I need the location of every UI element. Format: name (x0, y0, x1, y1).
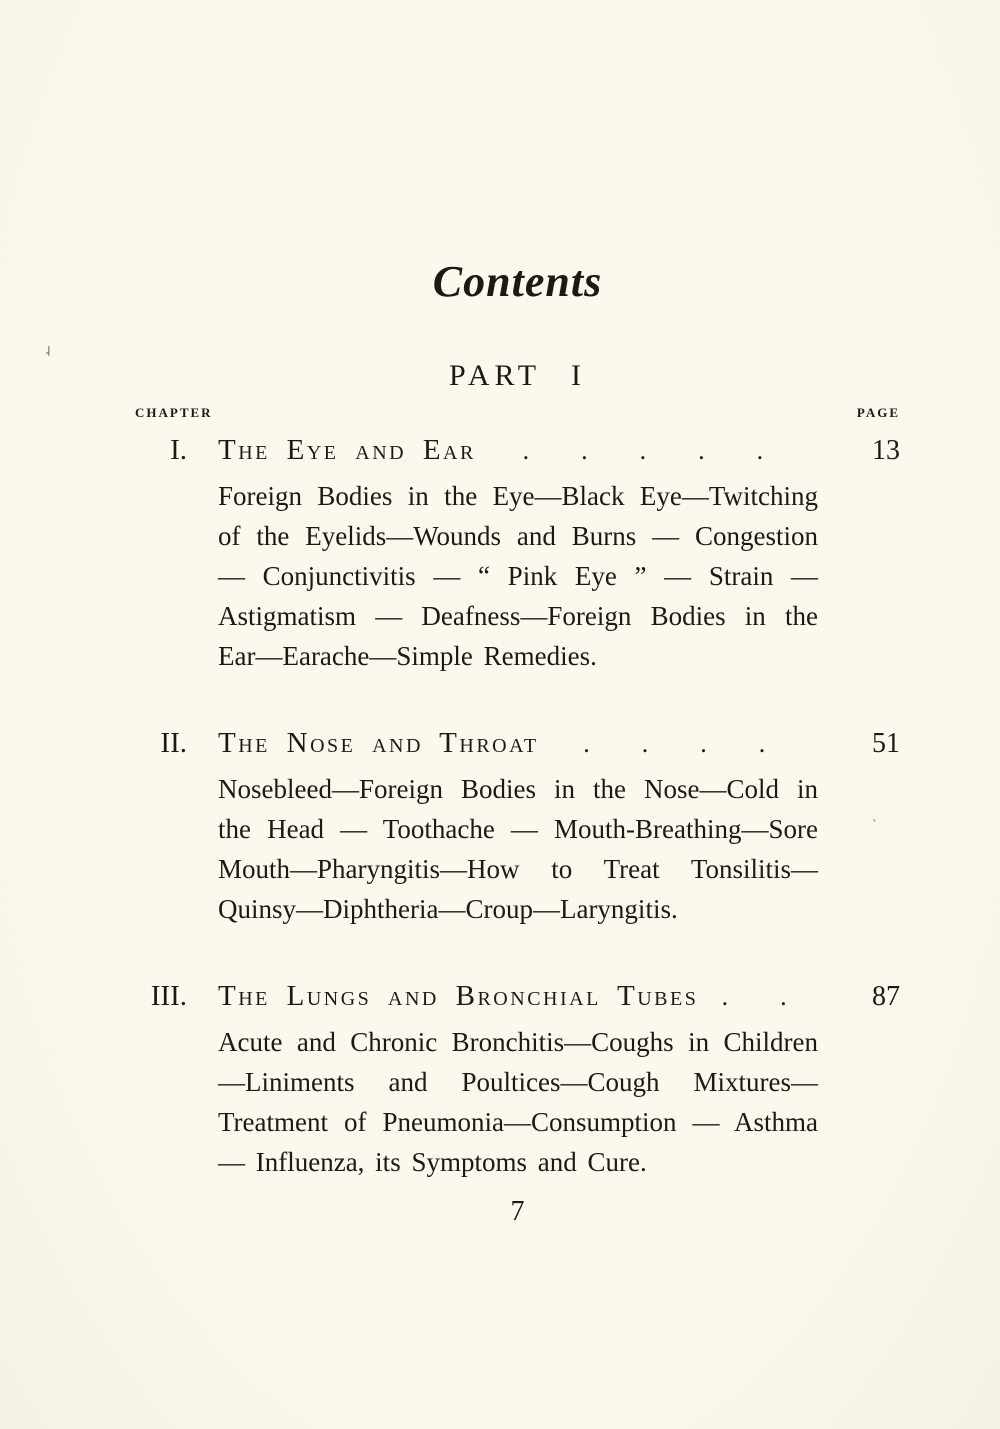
chapter-title: The Lungs and Bronchial Tubes (218, 980, 699, 1012)
chapter-column-label: CHAPTER (135, 405, 213, 420)
dot-leader: ..... (522, 436, 816, 465)
page-column-label: PAGE (856, 405, 900, 420)
chapter-numeral: I. (170, 434, 187, 466)
contents-entry (135, 427, 900, 676)
contents-list (135, 427, 900, 1182)
part-heading: PART I (448, 359, 587, 392)
chapter-title: The Nose and Throat (218, 727, 539, 759)
chapter-page-number: 87 (872, 981, 900, 1012)
contents-entry (135, 720, 900, 929)
chapter-description: Foreign Bodies in the Eye—Black Eye—Twitching of the Eyelids—Wounds and Burns — Congestion — Conjunctivitis — “ Pink Eye ” — Strain — Astigmatism — Deafness—Foreign Bodies in the Ear—Earache—Simple Remedies. (218, 481, 818, 671)
folio-page-number: 7 (510, 1196, 525, 1227)
dot-leader: .... (583, 729, 818, 758)
chapter-title: The Eye and Ear (218, 434, 476, 466)
chapter-numeral: II. (160, 727, 187, 759)
entry-heading (135, 427, 900, 474)
chapter-description: Nosebleed—Foreign Bodies in the Nose—Cold in the Head — Toothache — Mouth-Breathing—Sore Mouth—Pharyngitis—How to Treat Tonsilitis—Quinsy—Diphtheria—Croup—Laryngitis. (218, 774, 818, 924)
entry-heading (135, 720, 900, 767)
chapter-page-number: 51 (872, 728, 900, 759)
page-title: Contents (432, 257, 603, 306)
chapter-description: Acute and Chronic Bronchitis—Coughs in Children—Liniments and Poultices—Cough Mixtures—Treatment of Pneumonia—Consumption — Asthma — Influenza, its Symptoms and Cure. (218, 1027, 818, 1177)
contents-entry (135, 973, 900, 1182)
scan-speck: ` (872, 818, 877, 833)
chapter-page-number: 13 (872, 435, 900, 466)
column-labels (135, 405, 900, 421)
entry-heading (135, 973, 900, 1020)
scan-speck: ˨ (45, 345, 51, 360)
dot-leader: .. (721, 982, 839, 1011)
chapter-numeral: III. (150, 980, 187, 1012)
